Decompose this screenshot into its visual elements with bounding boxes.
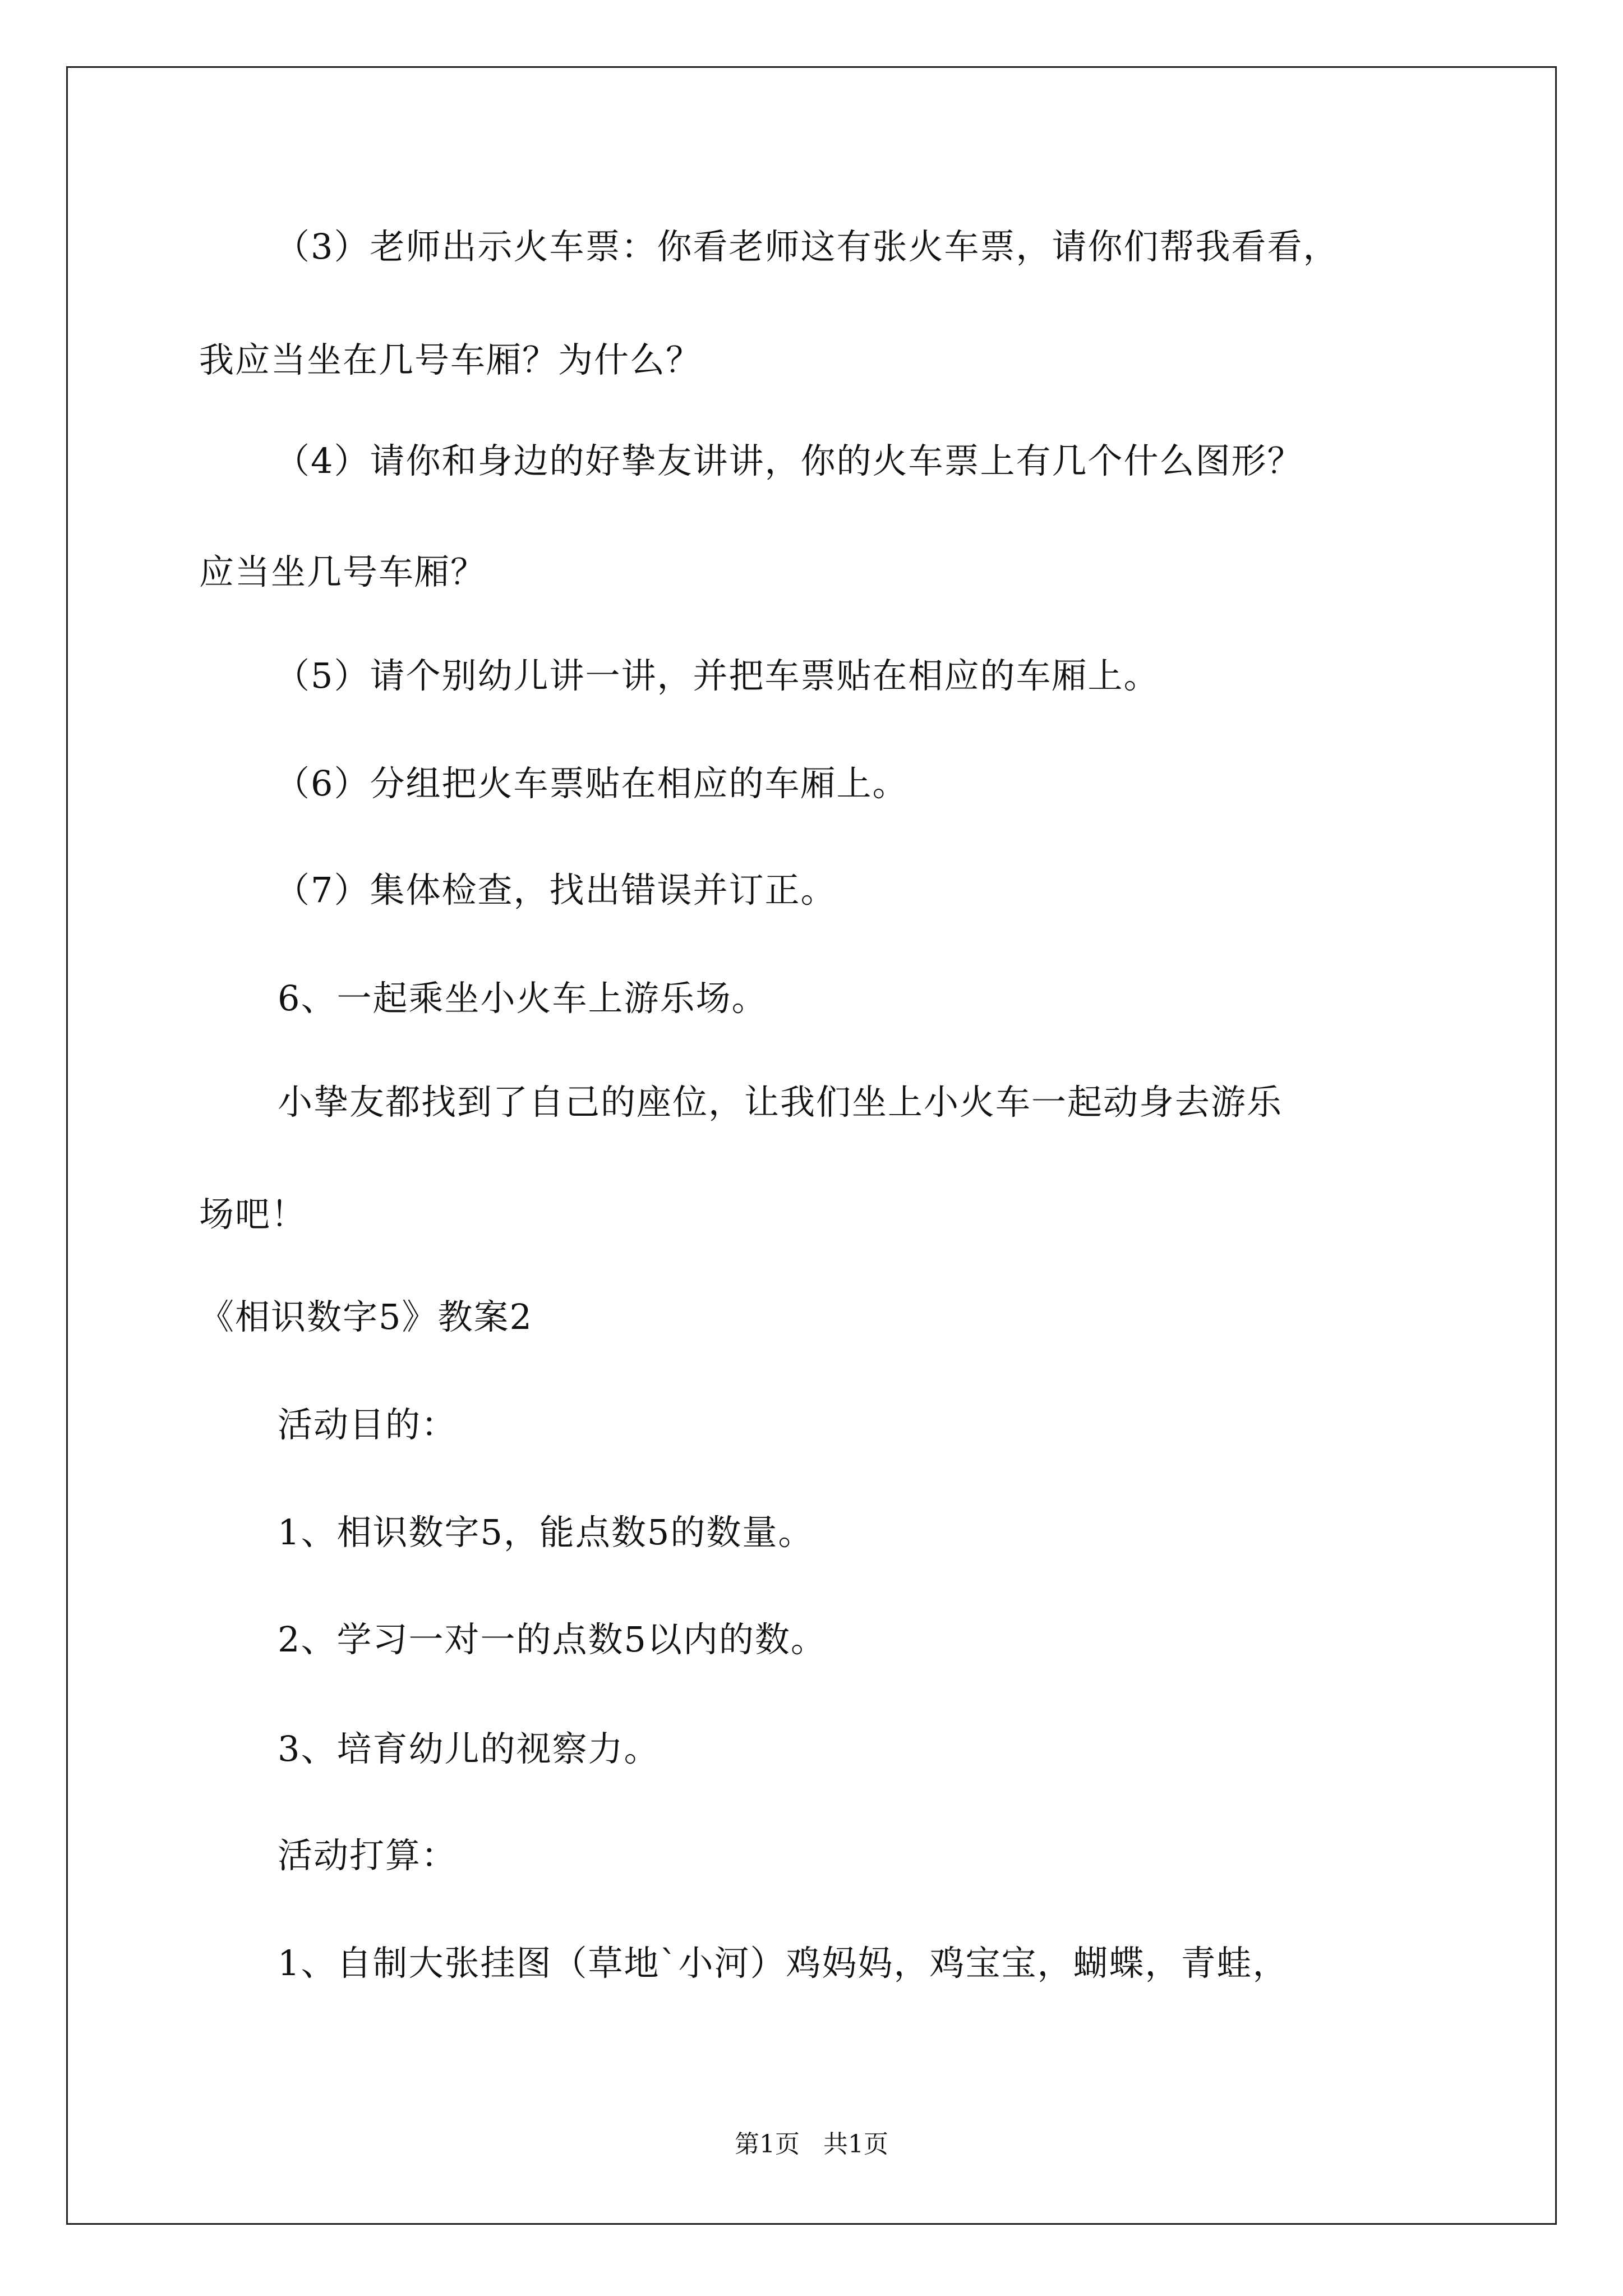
page-border [66, 66, 1557, 2225]
paragraph: 活动打算： [278, 1835, 458, 1876]
page-footer: 第1页 共1页 [735, 2130, 888, 2159]
paragraph: 活动目的： [278, 1404, 458, 1445]
paragraph: 我应当坐在几号车厢？为什么？ [199, 339, 702, 380]
paragraph: （7）集体检查，找出错误并订正。 [275, 869, 837, 910]
paragraph: （4）请你和身边的好挚友讲讲，你的火车票上有几个什么图形？ [275, 440, 1303, 481]
paragraph: 3、培育幼儿的视察力。 [278, 1728, 660, 1769]
paragraph: 应当坐几号车厢？ [199, 551, 487, 592]
paragraph: （3）老师出示火车票：你看老师这有张火车票，请你们帮我看看， [275, 226, 1339, 267]
paragraph: （5）请个别幼儿讲一讲，并把车票贴在相应的车厢上。 [275, 655, 1160, 696]
paragraph: （6）分组把火车票贴在相应的车厢上。 [275, 763, 909, 804]
paragraph: 1、自制大张挂图（草地`小河）鸡妈妈，鸡宝宝，蝴蝶，青蛙， [278, 1943, 1289, 1984]
section-heading: 《相识数字5》教案2 [199, 1296, 533, 1337]
paragraph: 1、相识数字5，能点数5的数量。 [278, 1512, 814, 1553]
paragraph: 2、学习一对一的点数5以内的数。 [278, 1619, 827, 1660]
paragraph: 场吧！ [199, 1194, 307, 1235]
paragraph: 6、一起乘坐小火车上游乐场。 [278, 978, 768, 1019]
paragraph: 小挚友都找到了自己的座位，让我们坐上小火车一起动身去游乐 [278, 1082, 1283, 1122]
